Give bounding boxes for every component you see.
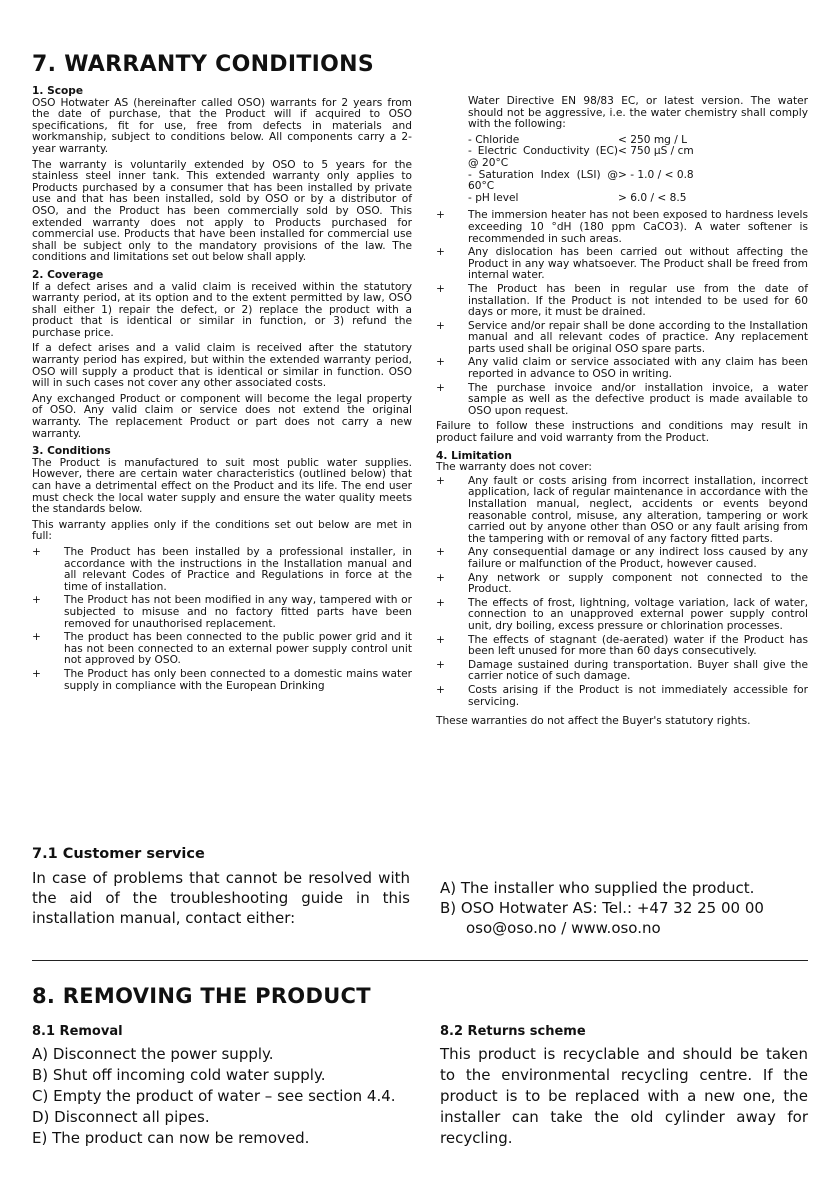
bullet: + — [436, 474, 445, 487]
bullet: + — [436, 381, 445, 394]
statutory-rights-note: These warranties do not affect the Buyer's statutory rights. — [436, 715, 751, 728]
conditions-paragraph-1: The Product is manufactured to suit most public water supplies. However, there are certain water characteristics (outlined below) that can have a detrimental effect on the Product and its life. The end user must check the local water supply and ensure the water quality meets the standards below. — [32, 456, 412, 516]
list-item: + Costs arising if the Product is not immediately accessible for servicing. — [436, 683, 808, 708]
bullet: + — [436, 319, 445, 332]
scope-heading: 1. Scope — [32, 85, 84, 97]
coverage-paragraph-2: If a defect arises and a valid claim is received after the statutory warranty period has expired, but within the extended warranty period, OSO will supply a product that is identical or similar in function. OSO will in such cases not cover any other associated costs. — [32, 342, 412, 390]
list-item: A) Disconnect the power supply. — [32, 1045, 274, 1063]
bullet: + — [436, 596, 445, 609]
coverage-paragraph-1: If a defect arises and a valid claim is received within the statutory warranty period, at its option and to the extent permitted by law, OSO shall either 1) repair the defect, or 2) replace the product with a product that is identical or similar in function, or 3) refund the purchase price. — [32, 280, 412, 339]
bullet: + — [436, 658, 445, 671]
section-8-title: 8. REMOVING THE PRODUCT — [32, 984, 371, 1008]
list-item: + The Product has been installed by a professional installer, in accordance with the instructions in the Installation manual and all relevant Codes of Practice and Regulations in force at the time of installation. — [32, 545, 412, 593]
list-item: C) Empty the product of water – see section 4.4. — [32, 1087, 396, 1105]
list-item: B) Shut off incoming cold water supply. — [32, 1066, 326, 1084]
bullet: + — [32, 594, 41, 607]
removal-steps — [32, 1044, 432, 1149]
list-item: E) The product can now be removed. — [32, 1129, 310, 1147]
bullet: + — [436, 246, 445, 259]
customer-service-text: In case of problems that cannot be resolved with the aid of the troubleshooting guide in this installation manual, contact either: — [32, 869, 410, 927]
contact-oso-web: oso@oso.no / www.oso.no — [466, 919, 661, 937]
conditions-list-continued — [436, 210, 808, 417]
bullet: + — [32, 667, 41, 680]
list-item: + Any valid claim or service associated with any claim has been reported in advance to OSO in writing. — [436, 356, 808, 381]
removal-heading: 8.1 Removal — [32, 1024, 123, 1039]
list-item: + The product has been connected to the public power grid and it has not been connected to an external power supply control unit not approved by OSO. — [32, 631, 412, 667]
bullet: + — [32, 631, 41, 644]
list-item: + The Product has not been modified in any way, tampered with or subjected to misuse and no factory fitted parts have been removed for unauthorised replacement. — [32, 594, 412, 630]
coverage-paragraph-3: Any exchanged Product or component will become the legal property of OSO. Any valid claim or service does not extend the original warranty. The replacement Product or part does not carry a new warranty. — [32, 392, 412, 440]
bullet: + — [436, 683, 445, 696]
left-column — [32, 86, 412, 696]
list-item: + The immersion heater has not been exposed to hardness levels exceeding 10 °dH (180 ppm CaCO3). A water softener is recommended in such areas. — [436, 209, 808, 245]
list-item: + Any fault or costs arising from incorrect installation, incorrect application, lack of regular maintenance in accordance with the Installation manual, neglect, accidents or events beyond reasonable control, misuse, any alteration, tampering or work carried out by anyone other than OSO or any fault arising from the tampering with or removal of any factory fitted parts. — [436, 474, 808, 545]
bullet: + — [436, 356, 445, 369]
conditions-paragraph-2: This warranty applies only if the conditions set out below are met in full: — [32, 518, 412, 543]
list-item: + The effects of frost, lightning, voltage variation, lack of water, connection to an unapproved external power supply control unit, dry boiling, excess pressure or chlorination processes. — [436, 596, 808, 632]
param-row: - pH level > 6.0 / < 8.5 — [468, 191, 687, 204]
scope-paragraph-1: OSO Hotwater AS (hereinafter called OSO) warrants for 2 years from the date of purchase, that the Product will if acquired to OSO specifications, fit for use, free from defects in materials and workmanship, subject to conditions below. All components carry a 2-year warranty. — [32, 96, 412, 155]
list-item: + The purchase invoice and/or installation invoice, a water sample as well as the defective product is made available to OSO upon request. — [436, 381, 808, 417]
param-row: - Electric Conductivity (EC) @ 20°C < 750 µS / cm — [468, 145, 694, 169]
bullet: + — [436, 209, 445, 222]
list-item: D) Disconnect all pipes. — [32, 1108, 210, 1126]
conditions-heading: 3. Conditions — [32, 445, 111, 458]
failure-notice: Failure to follow these instructions and conditions may result in product failure and void warranty from the Product. — [436, 420, 808, 445]
conditions-list — [32, 547, 412, 692]
param-row: - Chloride < 250 mg / L — [468, 133, 688, 146]
list-item: + Any consequential damage or any indirect loss caused by any failure or malfunction of the Product, however caused. — [436, 546, 808, 570]
limitation-intro: The warranty does not cover: — [436, 461, 592, 474]
list-item: + The Product has been in regular use from the date of installation. If the Product is not intended to be used for 60 days or more, it must be drained. — [436, 282, 808, 319]
customer-service-contacts — [440, 878, 810, 938]
contact-oso-phone: B) OSO Hotwater AS: Tel.: +47 32 25 00 00 — [440, 899, 764, 917]
list-item: + Service and/or repair shall be done according to the Installation manual and all relevant codes of practice. Any replacement parts used shall be original OSO spare parts. — [436, 319, 808, 355]
list-item: + Any dislocation has been carried out without affecting the Product in any way whatsoever. The Product shall be freed from internal water. — [436, 246, 808, 282]
contact-installer: A) The installer who supplied the product. — [440, 879, 755, 897]
list-item: + Damage sustained during transportation. Buyer shall give the carrier notice of such damage. — [436, 658, 808, 683]
list-item: + The effects of stagnant (de-aerated) water if the Product has been left unused for more than 60 days consecutively. — [436, 633, 808, 658]
list-item: + Any network or supply component not connected to the Product. — [436, 571, 808, 596]
water-directive-text: Water Directive EN 98/83 EC, or latest version. The water should not be aggressive, i.e. the water chemistry shall comply with the following: — [468, 95, 808, 131]
limitation-list — [436, 476, 808, 708]
list-item: + The Product has only been connected to a domestic mains water supply in compliance with the European Drinking — [32, 667, 412, 692]
scope-paragraph-2: The warranty is voluntarily extended by OSO to 5 years for the stainless steel inner tank. This extended warranty only applies to Products purchased by a consumer that has been installed by private use and that has been installed, sold by OSO or by a distributor of OSO, and the Product has been commercially sold by OSO. This extended warranty does not apply to Products purchased for commercial use. Products that have been installed for commercial use shall be subject only to the mandatory provisions of the law. The conditions and limitations set out below shall apply. — [32, 158, 412, 264]
right-column — [436, 96, 808, 732]
param-row: - Saturation Index (LSI) @ 60°C > - 1.0 / < 0.8 — [468, 168, 694, 193]
coverage-heading: 2. Coverage — [32, 268, 104, 281]
customer-service-heading: 7.1 Customer service — [32, 846, 205, 862]
bullet: + — [436, 546, 445, 559]
bullet: + — [436, 633, 445, 646]
water-parameters — [436, 135, 808, 205]
bullet: + — [32, 545, 41, 558]
bullet: + — [436, 571, 445, 584]
section-7-title: 7. WARRANTY CONDITIONS — [32, 52, 375, 77]
bullet: + — [436, 282, 445, 295]
limitation-heading: 4. Limitation — [436, 449, 512, 462]
returns-text: This product is recyclable and should be taken to the environmental recycling centre. If the product is to be replaced with a new one, the installer can take the old cylinder away for recycling. — [440, 1045, 808, 1147]
section-divider — [32, 960, 808, 961]
returns-heading: 8.2 Returns scheme — [440, 1024, 586, 1039]
